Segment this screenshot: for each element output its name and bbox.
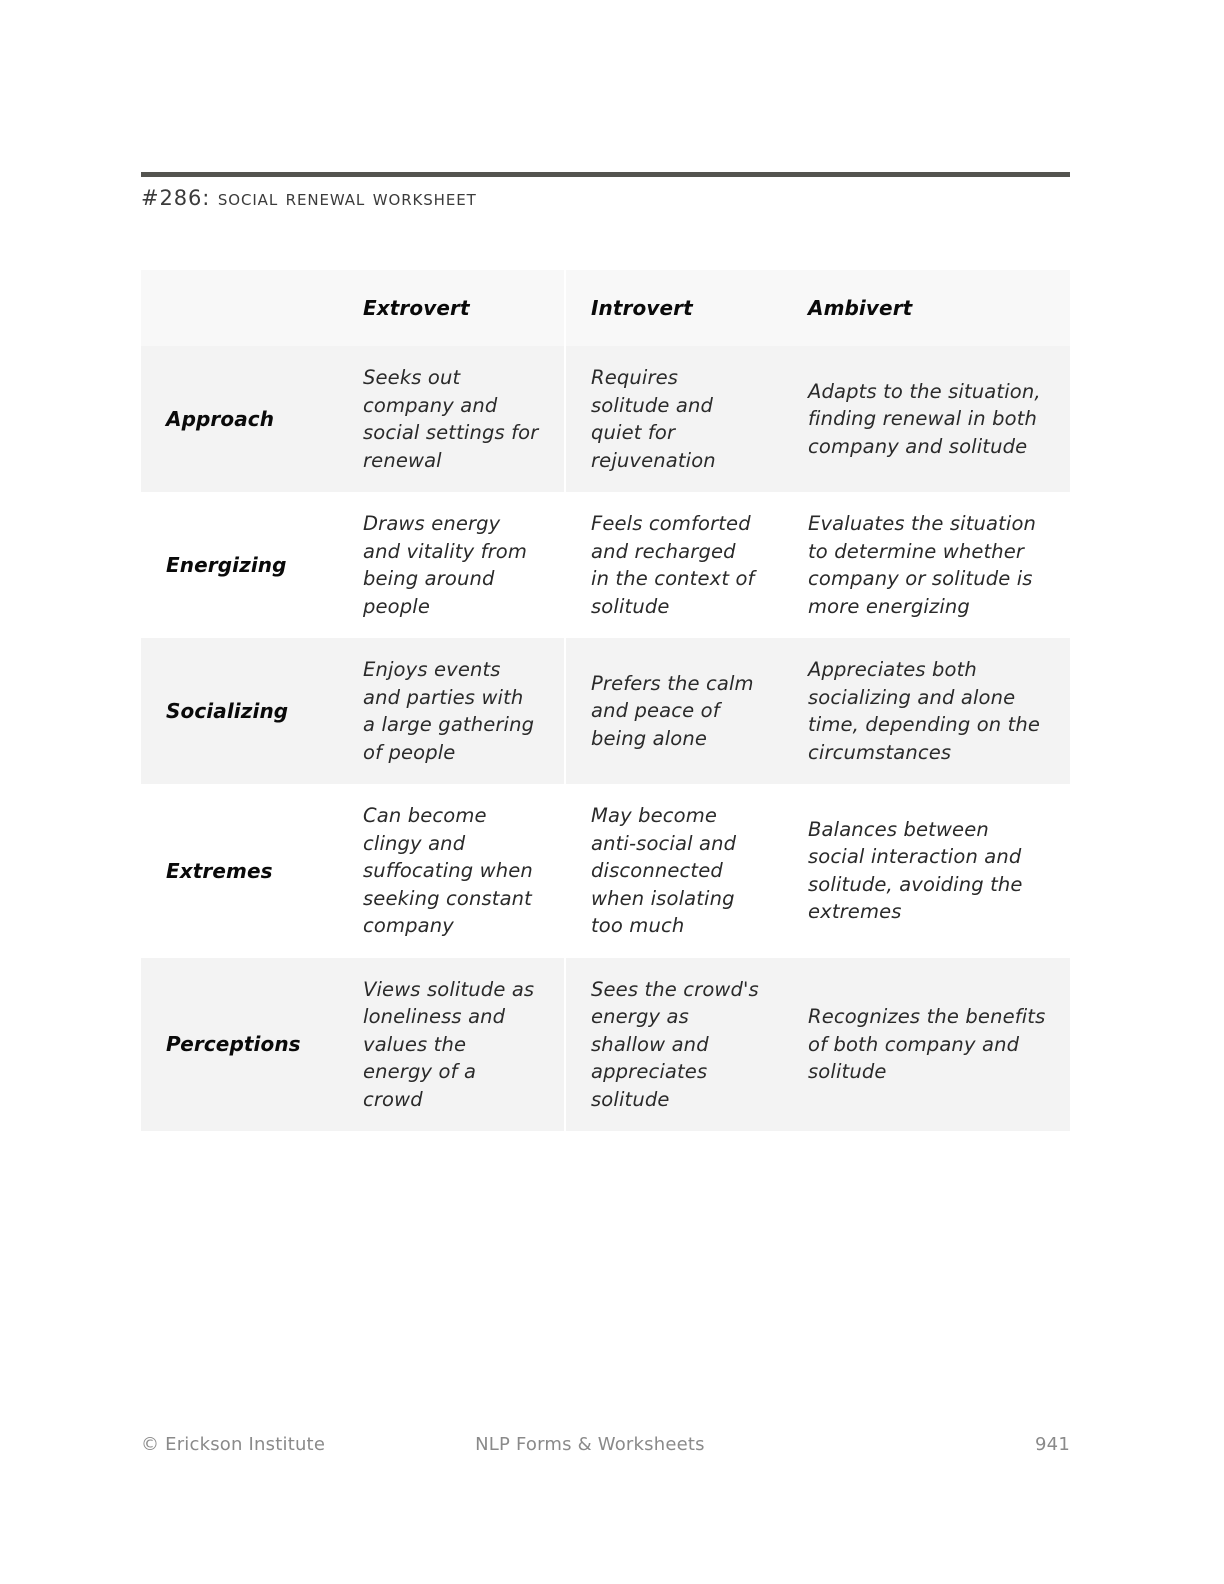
header-rule	[141, 172, 1070, 177]
footer-copyright: © Erickson Institute	[141, 1434, 326, 1455]
cell-perceptions-extrovert: Views solitude as loneliness and values the energy of a crowd	[363, 977, 535, 1111]
cell-socializing-ambivert: Appreciates both socializing and alone time, depending on the circumstances	[808, 658, 1041, 764]
page-header	[141, 172, 1070, 210]
footer-page-number: 941	[1035, 1434, 1070, 1455]
page-footer	[141, 1434, 1070, 1455]
table-row	[141, 346, 1070, 492]
footer-series-title: NLP Forms & Worksheets	[475, 1434, 705, 1455]
cell-extremes-introvert: May become anti-social and disconnected when isolating too much	[565, 784, 783, 958]
table-row	[141, 638, 1070, 784]
column-header-blank	[141, 270, 338, 346]
table-header-row	[141, 270, 1070, 346]
table-row	[141, 492, 1070, 638]
cell-perceptions-ambivert: Recognizes the benefits of both company and solitude	[808, 1005, 1046, 1083]
table-row	[141, 958, 1070, 1132]
table-row	[141, 784, 1070, 958]
cell-socializing-extrovert: Enjoys events and parties with a large gathering of people	[363, 658, 535, 764]
column-header-introvert	[565, 270, 783, 346]
row-label-socializing: Socializing	[166, 699, 289, 723]
cell-extremes-extrovert: Can become clingy and suffocating when seeking constant company	[363, 804, 533, 937]
column-header-extrovert	[338, 270, 565, 346]
column-header-ambivert	[783, 270, 1070, 346]
row-label-energizing: Energizing	[166, 553, 287, 577]
cell-energizing-ambivert: Evaluates the situation to determine whether company or solitude is more energizing	[808, 512, 1037, 618]
cell-approach-ambivert: Adapts to the situation, finding renewal in both company and solitude	[808, 379, 1041, 458]
comparison-table	[141, 270, 1070, 1131]
cell-energizing-extrovert: Draws energy and vitality from being around people	[363, 512, 528, 618]
cell-extremes-ambivert: Balances between social interaction and solitude, avoiding the extremes	[808, 817, 1023, 924]
cell-perceptions-introvert: Sees the crowd's energy as shallow and appreciates solitude	[565, 958, 783, 1132]
cell-socializing-introvert: Prefers the calm and peace of being alone	[565, 638, 783, 784]
column-header-introvert-label: Introvert	[591, 296, 693, 320]
page-title: #286: social renewal worksheet	[141, 186, 477, 210]
column-header-ambivert-label: Ambivert	[808, 296, 913, 320]
cell-energizing-introvert: Feels comforted and recharged in the context of solitude	[565, 492, 783, 638]
column-header-extrovert-label: Extrovert	[363, 296, 470, 320]
row-label-approach: Approach	[166, 407, 275, 431]
row-label-extremes: Extremes	[166, 858, 273, 883]
cell-approach-extrovert: Seeks out company and social settings for renewal	[363, 366, 539, 472]
cell-approach-introvert: Requires solitude and quiet for rejuvenation	[565, 346, 783, 492]
row-label-perceptions: Perceptions	[166, 1032, 301, 1057]
